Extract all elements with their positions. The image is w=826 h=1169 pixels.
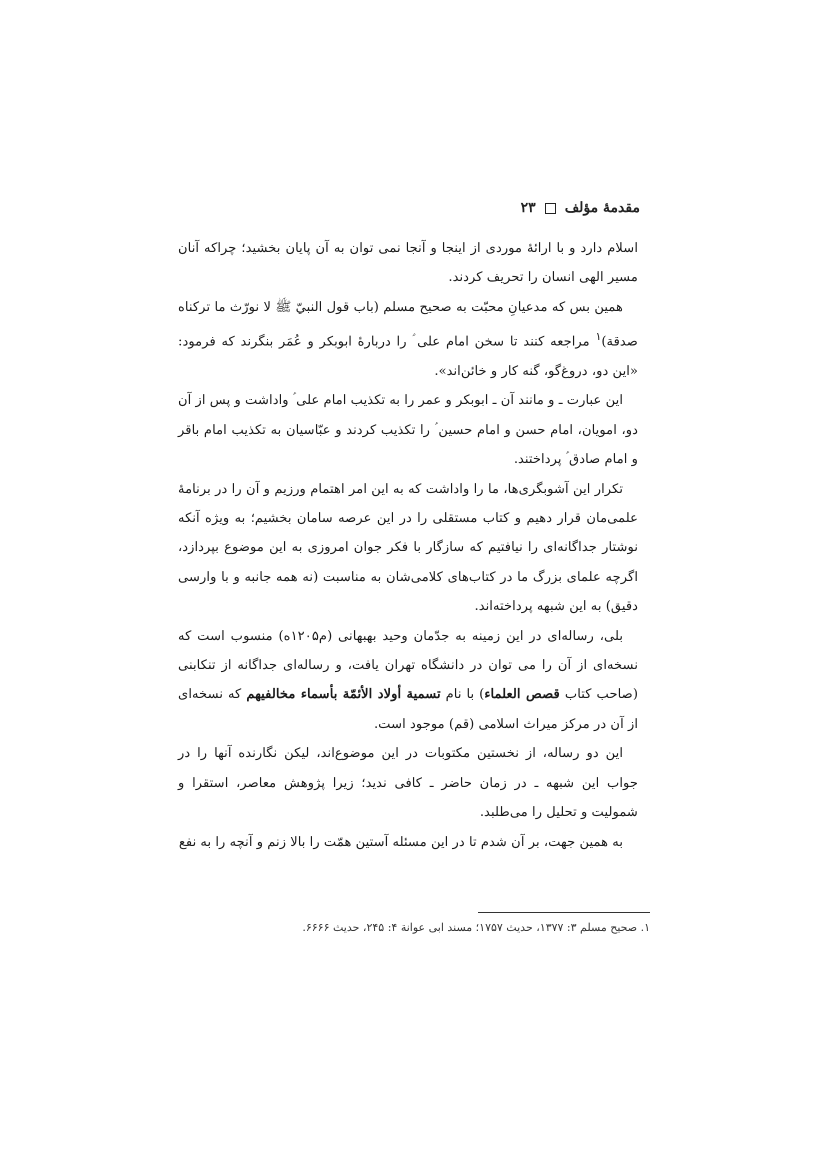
paragraph-2-part-2: مراجعه کنند تا سخن امام علی ؑ را دربارهٔ ابوبکر و عُمَر بنگرند که فرمود: «این دو، دروغ‌گو، گنه کار و خائن‌اند». [178, 334, 638, 380]
paragraph-5 [178, 622, 638, 740]
paragraph-7: به همین جهت، بر آن شدم تا در این مسئله آستین همّت را بالا زنم و آنچه را به نفع [178, 834, 623, 850]
page-number: ۲۳ [520, 200, 536, 216]
book-title-tasmiya: تسمیة أولاد الأئمّة بأسماء مخالفیهم [246, 687, 441, 703]
paragraph-3: این عبارت ـ و مانند آن ـ ابوبکر و عمر را به تکذیب امام علی ؑ واداشت و پس از آن دو، امویان، امام حسن و امام حسین ؑ را تکذیب کردند و عبّاسیان به تکذیب امام باقر و امام صادق ؑ پرداختند. [178, 393, 638, 468]
footnote-reference: ۱ [595, 330, 602, 344]
running-header [160, 197, 640, 219]
paragraph-5-part-3: که نسخه‌ای از آن در مرکز میراث اسلامی (قم) موجود است. [178, 687, 638, 732]
paragraph-5-part-1: بلی، رساله‌ای در این زمینه به جدّمان وحید بهبهانی (م۱۲۰۵ه) منسوب است که نسخه‌ای از آن را می توان در دانشگاه تهران یافت، و رساله‌ای جداگانه از تنکابنی (صاحب کتاب [178, 628, 638, 703]
book-title-qisas: قصص العلماء [484, 687, 560, 703]
paragraph-5-part-2: ) با نام [440, 687, 485, 703]
footnote: ۱. صحیح مسلم ۳: ۱۳۷۷، حدیث ۱۷۵۷؛ مسند ابی عوانة ۴: ۲۴۵، حدیث ۶۶۶۶. [302, 921, 650, 934]
paragraph-4: تکرار این آشوبگری‌ها، ما را واداشت که به این امر اهتمام ورزیم و آن را در برنامهٔ علمی‌مان قرار دهیم و کتاب مستقلی را در این عرصه سامان بخشیم؛ به ویژه آنکه نوشتار جداگانه‌ای را نیافتیم که سازگار با فکر جوان امروزی به این موضوع بپردازد، اگرچه علمای بزرگ ما در کتاب‌های کلامی‌شان به مناسبت (نه همه جانبه و با وارسی دقیق) به این شبهه پرداخته‌اند. [178, 481, 638, 615]
paragraph-2-part-1: همین بس که مدعیانِ محبّت به صحیح مسلم (باب قول النبيّ ﷺ لا نورّث ما ترکناه صدقة) [178, 299, 638, 350]
square-bullet-icon [545, 203, 556, 214]
running-header-title: مقدمهٔ مؤلف [564, 200, 640, 216]
paragraph-2 [178, 293, 638, 387]
footnote-separator [478, 912, 650, 913]
paragraph-1: اسلام دارد و با ارائهٔ موردی از اینجا و آنجا نمی توان به آن پایان بخشید؛ چراکه آنان مسیر الهی انسان را تحریف کردند. [178, 241, 638, 286]
paragraph-6: این دو رساله، از نخستین مکتوبات در این موضوع‌اند، لیکن نگارنده آنها را در جواب این شبهه ـ در زمان حاضر ـ کافی ندید؛ زیرا پژوهش معاصر، استقرا و شمولیت و تحلیل را می‌طلبد. [178, 746, 638, 821]
main-text [178, 234, 638, 857]
